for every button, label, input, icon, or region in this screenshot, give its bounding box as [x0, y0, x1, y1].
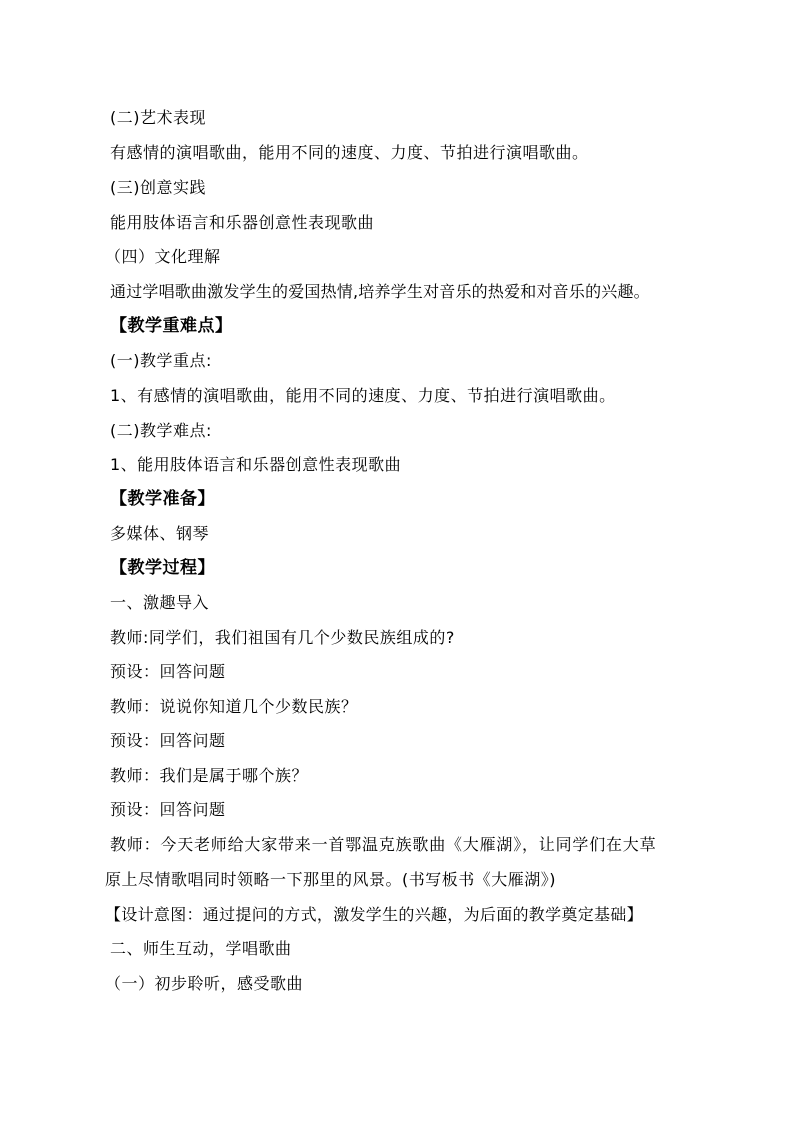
dialogue-line: 预设：回答问题	[110, 731, 226, 750]
subheading-difficult-points: (二)教学难点:	[110, 421, 212, 440]
paragraph-text: 能用肢体语言和乐器创意性表现歌曲	[110, 213, 375, 232]
paragraph-text: 通过学唱歌曲激发学生的爱国热情,培养学生对音乐的热爱和对音乐的兴趣。	[110, 282, 650, 301]
section-heading-cultural-understanding: （四）文化理解	[105, 247, 221, 266]
heading-teaching-process: 【教学过程】	[110, 558, 215, 578]
dialogue-line: 教师：我们是属于哪个族？	[110, 766, 309, 785]
paragraph-text: 有感情的演唱歌曲，能用不同的速度、力度、节拍进行演唱歌曲。	[110, 143, 589, 162]
section-heading-creative-practice: (三)创意实践	[110, 178, 206, 197]
subheading-initial-listening: （一）初步聆听，感受歌曲	[105, 974, 304, 993]
paragraph-text: 1、有感情的演唱歌曲，能用不同的速度、力度、节拍进行演唱歌曲。	[110, 386, 616, 405]
dialogue-line: 教师：说说你知道几个少数民族？	[110, 697, 358, 716]
dialogue-line: 预设：回答问题	[110, 662, 226, 681]
subheading-introduction: 一、激趣导入	[110, 593, 210, 612]
heading-teaching-preparation: 【教学准备】	[110, 489, 215, 509]
design-intent-note: 【设计意图：通过提问的方式，激发学生的兴趣，为后面的教学奠定基础】	[105, 905, 643, 924]
dialogue-line: 教师:同学们，我们祖国有几个少数民族组成的?	[110, 628, 455, 647]
subheading-interaction: 二、师生互动，学唱歌曲	[110, 939, 292, 958]
paragraph-text: 1、能用肢体语言和乐器创意性表现歌曲	[110, 455, 402, 474]
section-heading-artistic-expression: (二)艺术表现	[110, 108, 206, 127]
dialogue-line: 预设：回答问题	[110, 800, 226, 819]
dialogue-line: 教师：今天老师给大家带来一首鄂温克族歌曲《大雁湖》，让同学们在大草	[110, 835, 657, 854]
dialogue-line-continued: 原上尽情歌唱同时领略一下那里的风景。(书写板书《大雁湖》)	[105, 870, 556, 889]
heading-key-difficult-points: 【教学重难点】	[110, 316, 233, 336]
subheading-key-points: (一)教学重点:	[110, 351, 212, 370]
paragraph-text: 多媒体、钢琴	[110, 524, 210, 543]
